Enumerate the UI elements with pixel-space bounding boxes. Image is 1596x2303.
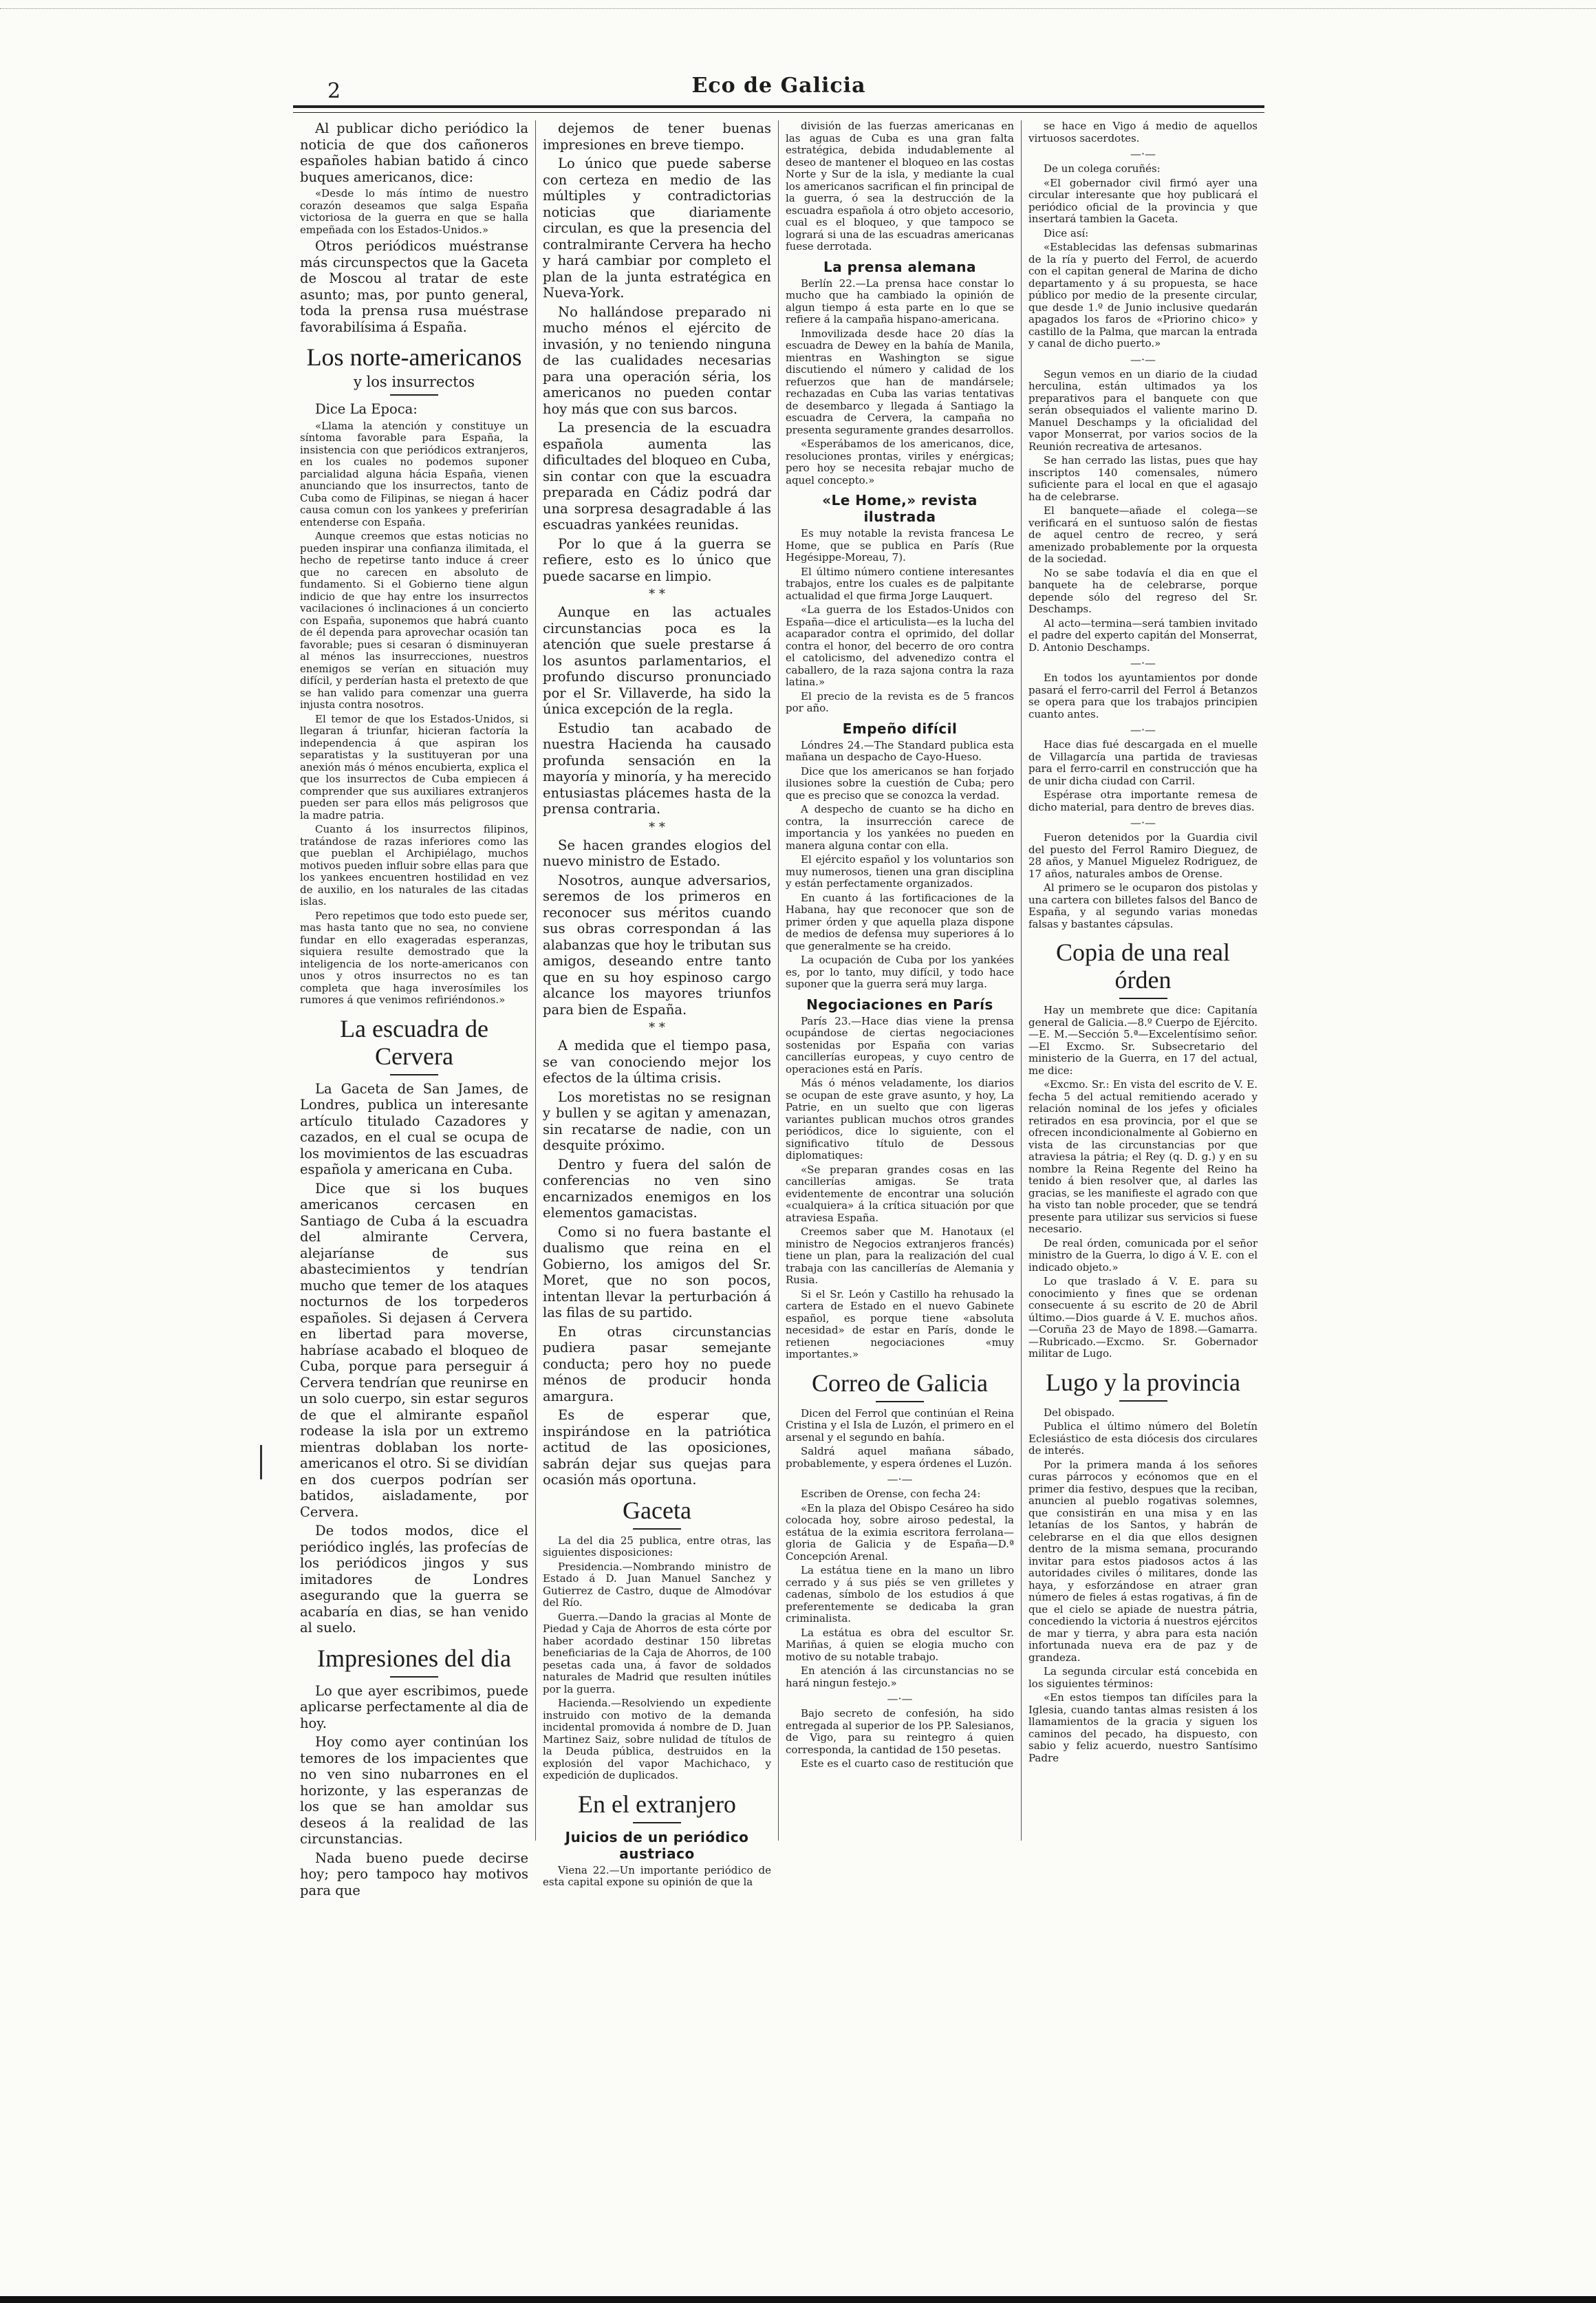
paragraph: Fueron detenidos por la Guardia civil del puesto del Ferrol Ramiro Dieguez, de 28 años, y Manuel Miguelez Rodriguez, de 17 años, naturales ambos de Orense. bbox=[1028, 831, 1258, 880]
paragraph: No se sabe todavía el dia en que el banquete ha de celebrarse, porque depende sólo del regreso del Sr. Deschamps. bbox=[1028, 566, 1258, 615]
paragraph: Inmovilizada desde hace 20 días la escuadra de Dewey en la bahía de Manila, mientras en Washington se sigue discutiendo el número y calidad de los refuerzos que han de mandársele; rechazadas en Cuba las varias tentativas de desembarco y llegada á Santiago la escuadra de Cervera, la campaña no presenta seguramente grandes desarrollos. bbox=[786, 327, 1014, 436]
section-heading bbox=[543, 1497, 771, 1530]
paragraph: Al publicar dicho periódico la noticia de que dos cañoneros españoles habian batido á cinco buques americanos, dice: bbox=[300, 120, 528, 185]
section-rule bbox=[390, 1676, 438, 1678]
paragraph: Viena 22.—Un importante periódico de esta capital expone su opinión de que la bbox=[543, 1863, 771, 1888]
paragraph: La presencia de la escuadra española aumenta las dificultades del bloqueo en Cuba, sin contar con que la escuadra preparada en Cádiz podrá dar una sorpresa desagradable á las escuadras yankées reunidas. bbox=[543, 420, 771, 533]
paragraph: Estudio tan acabado de nuestra Hacienda ha causado profunda sensación en la mayoría y minoría, y ha merecido entusiastas plácemes hasta de la prensa contraria. bbox=[543, 720, 771, 817]
paragraph: Se hacen grandes elogios del nuevo ministro de Estado. bbox=[543, 837, 771, 869]
separator: —·— bbox=[1130, 147, 1156, 160]
paragraph: Más ó ménos veladamente, los diarios se ocupan de este grave asunto, y hoy, La Patrie, en un suelto que con ligeras variantes publican muchos otros grandes periódicos, dice lo siguiente, con el significativo título de Dessous diplomatiques: bbox=[786, 1077, 1014, 1161]
paragraph: La estátua es obra del escultor Sr. Mariñas, á quien se elogia mucho con motivo de su notable trabajo. bbox=[786, 1626, 1014, 1663]
section-title: Impresiones del dia bbox=[317, 1644, 511, 1672]
separator: —·— bbox=[1130, 352, 1156, 366]
paragraph: En todos los ayuntamientos por donde pasará el ferro-carril del Ferrol á Betanzos se opera para que los trabajos principien cuanto antes. bbox=[1028, 672, 1258, 720]
column-1 bbox=[293, 120, 536, 1898]
section-title: Lugo y la provincia bbox=[1046, 1368, 1240, 1396]
paragraph: Por la primera manda á los señores curas párrocos y ecónomos que en el primer dia festivo, despues que la reciban, anuncien al pueblo rogativas solemnes, que consistirán en una misa y en las letanías de los Santos, y habrán de celebrarse en el dia que ellos designen dentro de la misma semana, procurando invitar para estos piadosos actos á las autoridades civiles ó militares, donde las haya, y esforzándose en atraer gran número de fieles á estas rogativas, á fin de que el cielo se apiade de nuestra pátria, concediendo la victoria á nuestros ejércitos de mar y tierra, y abra para esta nación infortunada nueva era de paz y de grandeza. bbox=[1028, 1458, 1258, 1664]
section-rule bbox=[633, 1822, 681, 1823]
paragraph: Este es el cuarto caso de restitución que bbox=[801, 1757, 1014, 1770]
paragraph: «Se preparan grandes cosas en las cancillerías amigas. Se trata evidentemente de encontrar una solución «cualquiera» á la crítica situación por que atraviesa España. bbox=[786, 1163, 1014, 1224]
section-subtitle: y los insurrectos bbox=[353, 374, 475, 390]
paragraph: Berlín 22.—La prensa hace constar lo mucho que ha cambiado la opinión de algun tiempo á esta parte en lo que se refiere á la campaña hispano-americana. bbox=[786, 277, 1014, 325]
section-heading bbox=[300, 1015, 528, 1075]
paragraph: Dice que si los buques americanos cercasen en Santiago de Cuba á la escuadra del almirante Cervera, alejaríanse de sus abastecimientos y tendrían mucho que temer de los ataques nocturnos de los torpederos españoles. Si dejasen á Cervera en libertad para moverse, habríase acabado el bloqueo de Cuba, porque para perseguir á Cervera tendrían que reunirse en un solo cuerpo, sin estar seguros de que el almirante español rodease la isla por un extremo mientras doblaban los norte-americanos el otro. Si se dividían en dos cuerpos podrían ser batidos, aisladamente, por Cervera. bbox=[300, 1180, 529, 1520]
paragraph: Es de esperar que, inspirándose en la patriótica actitud de las oposiciones, sabrán dejar sus quejas para ocasión más oportuna. bbox=[543, 1407, 771, 1488]
asterism: * * bbox=[649, 1020, 665, 1035]
paragraph: Nada bueno puede decirse hoy; pero tampoco hay motivos para que bbox=[300, 1850, 528, 1898]
paragraph: Creemos saber que M. Hanotaux (el ministro de Negocios extranjeros francés) tiene un plan, para la realización del cual trabaja con las cancillerías de Alemania y Rusia. bbox=[786, 1225, 1014, 1286]
section-rule bbox=[1119, 998, 1167, 999]
paragraph: La del dia 25 publica, entre otras, las siguientes disposiciones: bbox=[543, 1534, 771, 1558]
paragraph: «Esperábamos de los americanos, dice, resoluciones prontas, viriles y enérgicas; pero hoy se necesita rebajar mucho de aquel concepto.» bbox=[786, 438, 1014, 486]
paragraph: Dice que los americanos se han forjado ilusiones sobre la cuestión de Cuba; pero que es preciso que se conozca la verdad. bbox=[786, 764, 1014, 802]
paragraph: «En estos tiempos tan difíciles para la Iglesia, cuando tantas almas resisten á los llamamientos de la gracia y siguen los caminos del pecado, ha dispuesto, con sabio y feliz acuerdo, nuestro Santísimo Padre bbox=[1028, 1691, 1258, 1764]
paragraph: En otras circunstancias pudiera pasar semejante conducta; pero hoy no puede ménos de producir honda amargura. bbox=[543, 1323, 771, 1404]
section-title: Los norte-americanos bbox=[306, 343, 522, 371]
paragraph: La ocupación de Cuba por los yankées es, por lo tanto, muy difícil, y todo hace suponer que la guerra será muy larga. bbox=[786, 954, 1014, 990]
section-heading bbox=[300, 343, 528, 396]
paragraph: Por lo que á la guerra se refiere, esto es lo único que puede sacarse en limpio. bbox=[543, 535, 771, 584]
newspaper-page bbox=[288, 65, 1270, 1898]
paragraph: De real órden, comunicada por el señor ministro de la Guerra, lo digo á V. E. con el indicado objeto.» bbox=[1028, 1236, 1258, 1274]
separator: —·— bbox=[1130, 656, 1156, 670]
section-rule bbox=[876, 1401, 924, 1402]
paragraph: La Gaceta de San James, de Londres, publica un interesante artículo titulado Cazadores y cazados, en el cual se ocupa de los movimientos de las escuadras española y americana en Cuba. bbox=[300, 1080, 528, 1177]
section-title: En el extranjero bbox=[578, 1790, 736, 1818]
paragraph: Segun vemos en un diario de la ciudad herculina, están ultimados ya los preparativos para el banquete con que serán obsequiados el valiente marino D. Manuel Deschamps y la oficialidad del vapor Monserrat, por varios socios de la Reunión recreativa de artesanos. bbox=[1028, 367, 1258, 453]
paragraph: El ejército español y los voluntarios son muy numerosos, tienen una gran disciplina y están perfectamente organizados. bbox=[786, 853, 1014, 890]
paragraph: Bajo secreto de confesión, ha sido entregada al superior de los PP. Salesianos, de Vigo, para su reintegro á quien corresponda, la cantidad de 150 pesetas. bbox=[786, 1707, 1014, 1756]
paragraph: En cuanto á las fortificaciones de la Habana, hay que reconocer que son de primer órden y que aquella plaza dispone de medios de defensa muy superiores á lo que generalmente se ha creido. bbox=[786, 891, 1014, 952]
bottom-scan-edge bbox=[0, 2296, 1596, 2303]
column-2 bbox=[536, 120, 779, 1888]
paragraph: «Establecidas las defensas submarinas de la ría y puerto del Ferrol, de acuerdo con el capitan general de Marina de dicho departamento y á su propuesta, se hace público por medio de la presente circular, que desde 1.º de Junio inclusive quedarán apagados los faros de «Priorino chico» y castillo de la Palma, que marcan la entrada y canal de dicho puerto.» bbox=[1028, 241, 1258, 350]
paragraph: No hallándose preparado ni mucho ménos el ejército de invasión, y no teniendo ninguna de las cualidades necesarias para una operación séria, los americanos no pueden contar hoy más que con sus barcos. bbox=[543, 303, 771, 417]
masthead: Eco de Galicia bbox=[691, 74, 866, 98]
quote: Pero repetimos que todo esto puede ser, mas hasta tanto que no sea, no conviene fundar en ello exageradas esperanzas, siquiera resulte demostrado que la inteligencia de los norte-americanos con unos y otros insurrectos no es tan completa que haga inverosímiles los rumores á que venimos refiriéndonos.» bbox=[300, 909, 528, 1006]
subheading: La prensa alemana bbox=[823, 258, 977, 275]
paragraph: Lo que ayer escribimos, puede aplicarse perfectamente al dia de hoy. bbox=[300, 1682, 528, 1731]
paragraph: Del obispado. bbox=[1044, 1406, 1115, 1419]
quote: «Desde lo más íntimo de nuestro corazón deseamos que salga España victoriosa de la guerra en que se halla empeñada con los Estados-Unidos.» bbox=[300, 187, 528, 236]
paragraph: Al primero se le ocuparon dos pistolas y una cartera con billetes falsos del Banco de España, y al segundo varias monedas falsas y bastantes cápsulas. bbox=[1028, 881, 1258, 930]
paragraph: De todos modos, dice el periódico inglés, las profecías de los periódicos jingos y sus imitadores de Londres asegurando que la guerra se acabaría en dias, se han venido al suelo. bbox=[300, 1523, 528, 1636]
paragraph: Lo único que puede saberse con certeza en medio de las múltiples y contradictorias noticias que diariamente circulan, es que la presencia del contralmirante Cervera ha hecho y hará cambiar por completo el plan de la junta estratégica en Nueva-York. bbox=[543, 156, 771, 301]
separator: —·— bbox=[1130, 816, 1156, 829]
subheading: Juicios de un periódico austriaco bbox=[565, 1828, 749, 1862]
paragraph: Hay un membrete que dice: Capitanía general de Galicia.—8.º Cuerpo de Ejército.—E. M.—Sección 5.ª—Excelentísimo señor.—El Excmo. Sr. Subsecretario del ministerio de la Guerra, en 17 del actual, me dice: bbox=[1028, 1004, 1258, 1077]
section-heading bbox=[1028, 939, 1258, 999]
paragraph: Es muy notable la revista francesa Le Home, que se publica en París (Rue Hegésippe-Moreau, 7). bbox=[786, 527, 1014, 564]
separator: —·— bbox=[1130, 723, 1156, 736]
subheading: Negociaciones en París bbox=[806, 996, 993, 1013]
paragraph: Presidencia.—Nombrando ministro de Estado á D. Juan Manuel Sanchez y Gutierrez de Castro, duque de Almodóvar del Río. bbox=[543, 1560, 771, 1609]
paragraph: París 23.—Hace dias viene la prensa ocupándose de ciertas negociaciones sostenidas por España con varias cancillerías europeas, y cuyo centro de operaciones está en París. bbox=[786, 1014, 1014, 1075]
paragraph: Publica el último número del Boletín Eclesiástico de esta diócesis dos circulares de interés. bbox=[1028, 1420, 1258, 1457]
paragraph: Escriben de Orense, con fecha 24: bbox=[801, 1488, 981, 1500]
paragraph: Se han cerrado las listas, pues que hay inscriptos 140 comensales, número suficiente para el local en que el agasajo ha de celebrarse. bbox=[1028, 454, 1258, 503]
section-heading bbox=[1028, 1369, 1258, 1402]
paragraph: Lo que traslado á V. E. para su conocimiento y fines que se ordenan consecuente á su escrito de 20 de Abril último.—Dios guarde á V. E. muchos años.—Coruña 23 de Mayo de 1898.—Gamarra.—Rubricado.—Excmo. Sr. Gobernador militar de Lugo. bbox=[1028, 1275, 1258, 1360]
paragraph: La segunda circular está concebida en los siguientes términos: bbox=[1028, 1665, 1258, 1690]
paragraph: Otros periódicos muéstranse más circunspectos que la Gaceta de Moscou al tratar de este asunto; mas, por punto general, toda la prensa rusa muéstrase favorabilísima á España. bbox=[300, 238, 528, 335]
column-4 bbox=[1022, 120, 1264, 1841]
paragraph: dejemos de tener buenas impresiones en breve tiempo. bbox=[543, 120, 771, 153]
paragraph: Como si no fuera bastante el dualismo que reina en el Gobierno, los amigos del Sr. Moret, que no son pocos, intentan llevar la perturbación á las filas de su partido. bbox=[543, 1223, 771, 1320]
page-number: 2 bbox=[327, 79, 341, 103]
paragraph: Aunque en las actuales circunstancias poca es la atención que suele prestarse á los asuntos parlamentarios, el profundo discurso pronunciado por el Sr. Villaverde, ha sido la única excepción de la regla. bbox=[543, 604, 771, 717]
section-heading bbox=[543, 1790, 771, 1823]
paragraph: De un colega coruñés: bbox=[1044, 162, 1161, 175]
section-rule bbox=[633, 1528, 681, 1530]
paragraph: Dicen del Ferrol que continúan el Reina Cristina y el Isla de Luzón, el primero en el arsenal y el segundo en bahía. bbox=[786, 1406, 1014, 1444]
subheading: «Le Home,» revista ilustrada bbox=[822, 492, 978, 525]
asterism: * * bbox=[649, 587, 665, 601]
section-heading bbox=[786, 1369, 1014, 1402]
paragraph: A medida que el tiempo pasa, se van conociendo mejor los efectos de la última crisis. bbox=[543, 1038, 771, 1086]
paragraph: Los moretistas no se resignan y bullen y se agitan y amenazan, sin recatarse de nadie, con un desquite próximo. bbox=[543, 1089, 771, 1153]
paragraph: Espérase otra importante remesa de dicho material, para dentro de breves dias. bbox=[1028, 789, 1258, 813]
paragraph: «La guerra de los Estados-Unidos con España—dice el articulista—es la lucha del acaparador contra el oprimido, del dollar contra el honor, del becerro de oro contra el catolicismo, del advenedizo contra el caballero, de la raza sajona contra la raza latina.» bbox=[786, 603, 1014, 688]
paragraph: En atención á las circunstancias no se hará ningun festejo.» bbox=[786, 1664, 1014, 1689]
section-title: Correo de Galicia bbox=[812, 1369, 988, 1397]
section-heading bbox=[300, 1645, 528, 1678]
paragraph: se hace en Vigo á medio de aquellos virtuosos sacerdotes. bbox=[1028, 120, 1258, 144]
paragraph: Guerra.—Dando la gracias al Monte de Piedad y Caja de Ahorros de esta córte por haber acordado destinar 150 libretas beneficiarias de la Caja de Ahorros, de 100 pesetas cada una, á favor de soldados naturales de Madrid que resulten inútiles por la guerra. bbox=[543, 1610, 771, 1695]
subheading: Empeño difícil bbox=[842, 720, 958, 737]
paragraph: «En la plaza del Obispo Cesáreo ha sido colocada hoy, sobre airoso pedestal, la estátua de la eximia escritora ferrolana—gloria de Galicia y de España—D.ª Concepción Arenal. bbox=[786, 1501, 1014, 1563]
section-rule bbox=[1119, 1400, 1167, 1402]
paragraph: Saldrá aquel mañana sábado, probablemente, y espera órdenes el Luzón. bbox=[786, 1445, 1014, 1470]
paragraph: Dice La Epoca: bbox=[315, 401, 418, 417]
quote: El temor de que los Estados-Unidos, si llegaran á triunfar, hicieran factoría la independencia á que aspiran los separatistas y la sustituyeran por una anexión más ó ménos encubierta, explica el que los insurrectos de Cuba empiecen á comprender que sus auxiliares extranjeros pueden ser para ellos más peligrosos que la madre patria. bbox=[300, 712, 528, 822]
paragraph: Hacienda.—Resolviendo un expediente instruido con motivo de la demanda incidental promovida á nombre de D. Juan Martinez Saiz, sobre nulidad de títulos de la Deuda pública, destruidos en la explosión del vapor Machichaco, y expedición de duplicados. bbox=[543, 1697, 771, 1781]
header-rule bbox=[293, 105, 1264, 113]
quote: «Llama la atención y constituye un síntoma favorable para España, la insistencia con que periódicos extranjeros, en los cuales no podemos suponer parcialidad alguna hácia España, vienen anunciando que los insurrectos, tanto de Cuba como de Filipinas, se niegan á hacer causa comun con los yankees y preferirían entenderse con España. bbox=[300, 419, 528, 528]
quote: Aunque creemos que estas noticias no pueden inspirar una confianza ilimitada, el hecho de repetirse tanto induce á creer que no carecen en absoluto de fundamento. Si el Gobierno tiene algun indicio de que hay entre los insurrectos vacilaciones ó inclinaciones á un concierto con España, suponemos que habrá cuanto de él dependa para aprovechar ocasión tan favorable; pues si cesaran ó disminuyeran al ménos las insurrecciones, nuestros enemigos se verían en situación muy difícil, y perderían hasta el pretexto de que se han valido para comenzar una guerra injusta contra nosotros. bbox=[300, 530, 528, 711]
section-title: Copia de una real órden bbox=[1056, 939, 1230, 994]
paragraph: Dentro y fuera del salón de conferencias no ven sino encarnizados enemigos en los elementos gamacistas. bbox=[543, 1156, 771, 1221]
paragraph: La estátua tiene en la mano un libro cerrado y á sus piés se ven grilletes y cadenas, símbolo de los estudios á que preferentemente se dedicaba la gran criminalista. bbox=[786, 1564, 1014, 1625]
paragraph: Hace dias fué descargada en el muelle de Villagarcía una partida de traviesas para el ferro-carril en construcción que ha de unir dicha ciudad con Carril. bbox=[1028, 738, 1258, 787]
paragraph: Nosotros, aunque adversarios, seremos de los primeros en reconocer sus méritos cuando sus obras correspondan á las alabanzas que hoy le tributan sus amigos, deseando entre tanto que en su hoy espinoso cargo alcance los mayores triunfos para bien de España. bbox=[543, 872, 771, 1018]
paragraph: división de las fuerzas americanas en las aguas de Cuba es una gran falta estratégica, debida indudablemente al deseo de mantener el bloqueo en las costas Norte y Sur de la isla, y mediante la cual los americanos sacrifican el fin principal de la guerra, ó sea la destrucción de la escuadra española á otro objeto accesorio, cual es el bloqueo, y que tampoco se logrará si una de las escuadras americanas fuese derrotada. bbox=[786, 120, 1014, 253]
column-3 bbox=[779, 120, 1022, 1841]
paragraph: Dice así: bbox=[1044, 226, 1089, 239]
paragraph: El banquete—añade el colega—se verificará en el suntuoso salón de fiestas de aquel centro de recreo, y será amenizado probablemente por la orquesta de la sociedad. bbox=[1028, 504, 1258, 565]
section-title: La escuadra de Cervera bbox=[340, 1014, 488, 1070]
columns bbox=[293, 120, 1264, 1898]
paragraph: A despecho de cuanto se ha dicho en contra, la insurrección carece de importancia y los yankées no pueden en manera alguna contar con ella. bbox=[786, 803, 1014, 852]
section-title: Gaceta bbox=[623, 1496, 691, 1524]
paragraph: El precio de la revista es de 5 francos por año. bbox=[786, 689, 1014, 714]
top-scan-edge bbox=[0, 0, 1596, 9]
paragraph: Hoy como ayer continúan los temores de los impacientes que no ven sino nubarrones en el horizonte, y las esperanzas de los que se han amoldar sus deseos á la realidad de las circunstancias. bbox=[300, 1734, 528, 1847]
quote: Cuanto á los insurrectos filipinos, tratándose de razas inferiores como las que pueblan el Archipiélago, muchos motivos pueden influir sobre ellas para que los yankees encuentren hostilidad en vez de auxilio, en los naturales de las citadas islas. bbox=[300, 823, 528, 908]
separator: —·— bbox=[887, 1692, 913, 1705]
section-rule bbox=[390, 394, 438, 396]
paragraph: Lóndres 24.—The Standard publica esta mañana un despacho de Cayo-Hueso. bbox=[786, 738, 1014, 763]
margin-mark bbox=[260, 1445, 262, 1479]
section-rule bbox=[390, 1074, 438, 1075]
paragraph: Si el Sr. León y Castillo ha rehusado la cartera de Estado en el nuevo Gabinete español, es porque tiene «absoluta necesidad» de estar en París, donde le retienen negociaciones «muy importantes.» bbox=[786, 1287, 1014, 1360]
asterism: * * bbox=[649, 820, 665, 835]
paragraph: «El gobernador civil firmó ayer una circular interesante que hoy publicará el periódico oficial de la provincia y que insertará tambien la Gaceta. bbox=[1028, 176, 1258, 225]
paragraph: El último número contiene interesantes trabajos, entre los cuales es de palpitante actualidad el que firma Jorge Lauquert. bbox=[786, 565, 1014, 602]
paragraph: «Excmo. Sr.: En vista del escrito de V. E. fecha 5 del actual remitiendo acerado y relación nominal de los jefes y oficiales retirados en esa provincia, por el que se ofrecen incondicionalmente al Gobierno en vista de las circunstancias por que atraviesa la pátria; el Rey (q. D. g.) y en su nombre la Reina Regente del Reino ha tenido á bien resolver que, al darles las gracias, se les manifieste el agrado con que ha visto tan noble proceder, que se tendrá presente para utilizar sus servicios si fuese necesario. bbox=[1028, 1078, 1258, 1235]
paragraph: Al acto—termina—será tambien invitado el padre del experto capitán del Monserrat, D. Antonio Deschamps. bbox=[1028, 617, 1258, 654]
separator: —·— bbox=[887, 1472, 913, 1486]
